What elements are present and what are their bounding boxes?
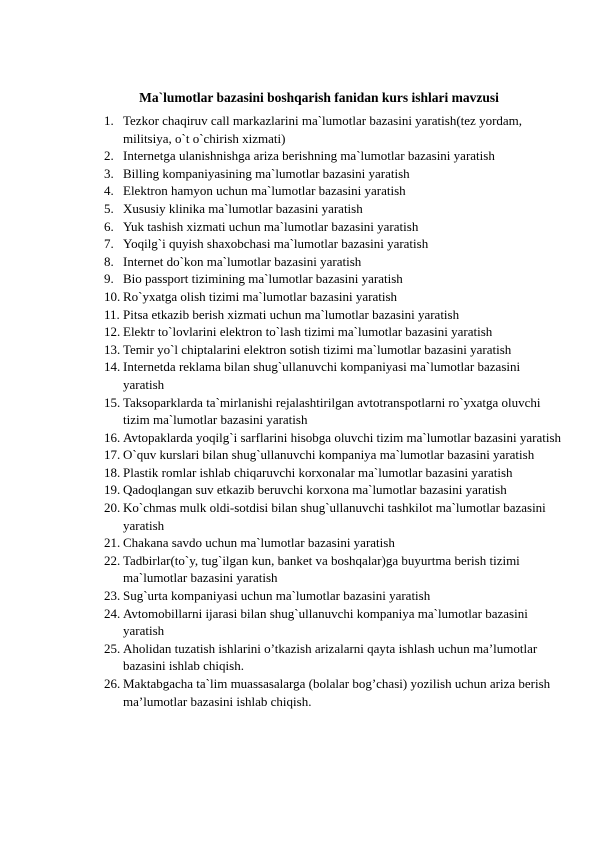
list-item	[104, 358, 564, 393]
list-item-text: Qadoqlangan suv etkazib beruvchi korxona ma`lumotlar bazasini yaratish	[123, 482, 507, 498]
list-item-text: Maktabgacha ta`lim muassasalarga (bolalar bog’chasi) yozilish uchun ariza berish ma’lumotlar bazasini ishlab chiqish.	[123, 676, 551, 709]
list-item-text: Xususiy klinika ma`lumotlar bazasini yaratish	[123, 200, 363, 216]
list-item-number: 13.	[104, 341, 121, 357]
list-item-number: 17.	[104, 447, 121, 463]
list-item-text: Avtomobillarni ijarasi bilan shug`ullanuvchi kompaniya ma`lumotlar bazasini yaratish	[123, 605, 528, 639]
list-item-number: 20.	[104, 500, 121, 516]
list-item	[104, 270, 564, 288]
list-item-text: Bio passport tizimining ma`lumotlar bazasini yaratish	[123, 271, 403, 287]
document-title: Ma`lumotlar bazasini boshqarish fanidan kurs ishlari mavzusi	[139, 90, 499, 105]
list-item	[104, 341, 564, 359]
list-item-number: 16.	[104, 429, 121, 445]
list-item-text: Taksoparklarda ta`mirlanishi rejalashtirilgan avtotranspotlarni ro`yxatga oluvchi tizim ma`lumotlar bazasini yaratish	[123, 394, 541, 428]
list-item	[104, 481, 564, 499]
list-item	[104, 288, 564, 306]
list-item	[104, 605, 564, 640]
list-item-number: 18.	[104, 464, 121, 480]
list-item-text: Aholidan tuzatish ishlarini o’tkazish arizalarni qayta ishlash uchun ma’lumotlar bazasini ishlab chiqish.	[123, 640, 538, 674]
list-item	[104, 112, 564, 147]
list-item	[104, 200, 564, 218]
topic-list	[104, 112, 564, 710]
list-item-number: 15.	[104, 394, 121, 410]
list-item	[104, 253, 564, 271]
list-item	[104, 587, 564, 605]
list-item	[104, 534, 564, 552]
list-item	[104, 165, 564, 183]
list-item	[104, 552, 564, 587]
list-item-text: Tadbirlar(to`y, tug`ilgan kun, banket va boshqalar)ga buyurtma berish tizimi ma`lumotlar bazasini yaratish	[123, 552, 520, 586]
list-item-text: Billing kompaniyasining ma`lumotlar bazasini yaratish	[123, 165, 410, 181]
list-item	[104, 147, 564, 165]
list-item-text: Elektr to`lovlarini elektron to`lash tizimi ma`lumotlar bazasini yaratish	[123, 324, 493, 340]
list-item-text: Internetga ulanishnishga ariza berishning ma`lumotlar bazasini yaratish	[123, 148, 495, 164]
list-item	[104, 323, 564, 341]
list-item-number: 19.	[104, 482, 121, 498]
list-item-text: Plastik romlar ishlab chiqaruvchi korxonalar ma`lumotlar bazasini yaratish	[123, 464, 513, 480]
list-item-number: 8.	[104, 253, 114, 269]
list-item-number: 14.	[104, 359, 121, 375]
list-item-number: 23.	[104, 588, 121, 604]
list-item	[104, 429, 564, 447]
list-item	[104, 394, 564, 429]
list-item-text: Yoqilg`i quyish shaxobchasi ma`lumotlar bazasini yaratish	[123, 236, 429, 252]
list-item-text: O`quv kurslari bilan shug`ullanuvchi kompaniya ma`lumotlar bazasini yaratish	[123, 447, 535, 463]
list-item	[104, 306, 564, 324]
list-item-text: Pitsa etkazib berish xizmati uchun ma`lumotlar bazasini yaratish	[123, 306, 460, 322]
list-item	[104, 640, 564, 675]
list-item-number: 11.	[104, 306, 120, 322]
list-item	[104, 675, 564, 710]
list-item-number: 4.	[104, 183, 114, 199]
list-item	[104, 218, 564, 236]
list-item-text: Yuk tashish xizmati uchun ma`lumotlar bazasini yaratish	[123, 218, 419, 234]
list-item-number: 22.	[104, 552, 121, 568]
list-item-number: 1.	[104, 113, 114, 128]
list-item	[104, 235, 564, 253]
list-item	[104, 499, 564, 534]
list-item-number: 6.	[104, 218, 114, 234]
list-item-number: 9.	[104, 271, 114, 287]
list-item-number: 24.	[104, 605, 121, 621]
list-item-number: 21.	[104, 535, 121, 551]
list-item	[104, 464, 564, 482]
list-item-number: 2.	[104, 148, 114, 164]
list-item-number: 12.	[104, 324, 121, 340]
list-item-number: 5.	[104, 200, 114, 216]
list-item-text: Internetda reklama bilan shug`ullanuvchi kompaniyasi ma`lumotlar bazasini yaratish	[123, 359, 521, 392]
list-item-text: Internet do`kon ma`lumotlar bazasini yaratish	[123, 253, 362, 269]
list-item-number: 26.	[104, 676, 121, 691]
list-item-text: Ro`yxatga olish tizimi ma`lumotlar bazasini yaratish	[123, 288, 398, 304]
list-item-number: 7.	[104, 236, 114, 252]
list-item-number: 10.	[104, 288, 121, 304]
list-item	[104, 182, 564, 200]
list-item-text: Elektron hamyon uchun ma`lumotlar bazasini yaratish	[123, 183, 406, 199]
list-item-text: Ko`chmas mulk oldi-sotdisi bilan shug`ullanuvchi tashkilot ma`lumotlar bazasini yaratish	[123, 500, 546, 533]
list-item-number: 25.	[104, 640, 121, 656]
list-item-text: Temir yo`l chiptalarini elektron sotish tizimi ma`lumotlar bazasini yaratish	[123, 341, 512, 357]
list-item-text: Tezkor chaqiruv call markazlarini ma`lumotlar bazasini yaratish(tez yordam, militsiya, o`t o`chirish xizmati)	[123, 113, 523, 146]
list-item-text: Chakana savdo uchun ma`lumotlar bazasini yaratish	[123, 535, 395, 551]
list-item-text: Avtopaklarda yoqilg`i sarflarini hisobga oluvchi tizim ma`lumotlar bazasini yaratish	[123, 429, 562, 445]
list-item-number: 3.	[104, 165, 114, 181]
list-item	[104, 446, 564, 464]
list-item-text: Sug`urta kompaniyasi uchun ma`lumotlar bazasini yaratish	[123, 588, 431, 604]
